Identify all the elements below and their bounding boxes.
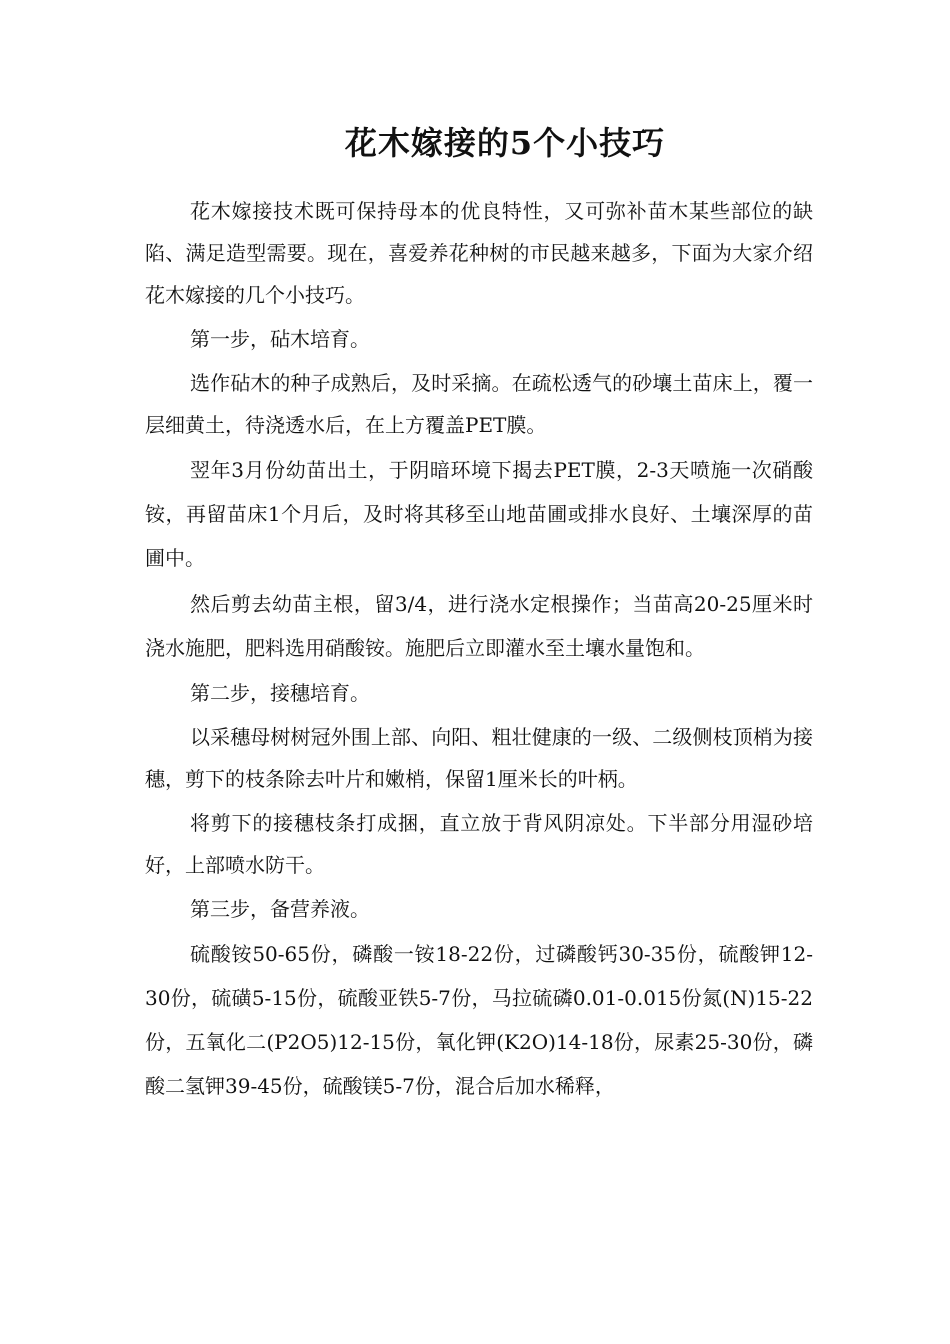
step-three-heading: 第三步，备营养液。 xyxy=(190,897,370,921)
document-title: 花木嫁接的5个小技巧 xyxy=(344,124,666,162)
scion-selection-paragraph: 以采穗母树树冠外围上部、向阳、粗壮健康的一级、二级侧枝顶梢为接穗，剪下的枝条除去叶片和嫩梢，保留1厘米长的叶柄。 xyxy=(145,725,813,791)
step-one-heading: 第一步，砧木培育。 xyxy=(190,327,370,351)
step-two-heading: 第二步，接穗培育。 xyxy=(190,681,370,705)
rootstock-seed-paragraph: 选作砧木的种子成熟后，及时采摘。在疏松透气的砂壤土苗床上，覆一层细黄土，待浇透水后，在上方覆盖PET膜。 xyxy=(145,371,813,437)
intro-paragraph: 花木嫁接技术既可保持母本的优良特性，又可弥补苗木某些部位的缺陷、满足造型需要。现在，喜爱养花种树的市民越来越多，下面为大家介绍花木嫁接的几个小技巧。 xyxy=(145,199,813,307)
seedling-paragraph: 翌年3月份幼苗出土，于阴暗环境下揭去PET膜，2-3天喷施一次硝酸铵，再留苗床1个月后，及时将其移至山地苗圃或排水良好、土壤深厚的苗圃中。 xyxy=(145,458,813,570)
scion-storage-paragraph: 将剪下的接穗枝条打成捆，直立放于背风阴凉处。下半部分用湿砂培好，上部喷水防干。 xyxy=(145,811,813,877)
root-pruning-paragraph: 然后剪去幼苗主根，留3/4，进行浇水定根操作；当苗高20-25厘米时浇水施肥，肥料选用硝酸铵。施肥后立即灌水至土壤水量饱和。 xyxy=(145,592,813,660)
nutrient-solution-paragraph: 硫酸铵50-65份，磷酸一铵18-22份，过磷酸钙30-35份，硫酸钾12-30份，硫磺5-15份，硫酸亚铁5-7份，马拉硫磷0.01-0.015份氮(N)15-22份，五氧化二(P2O5)12-15份，氧化钾(K2O)14-18份，尿素25-30份，磷酸二氢钾39-45份，硫酸镁5-7份，混合后加水稀释， xyxy=(145,942,813,1098)
document-body xyxy=(145,190,813,1110)
